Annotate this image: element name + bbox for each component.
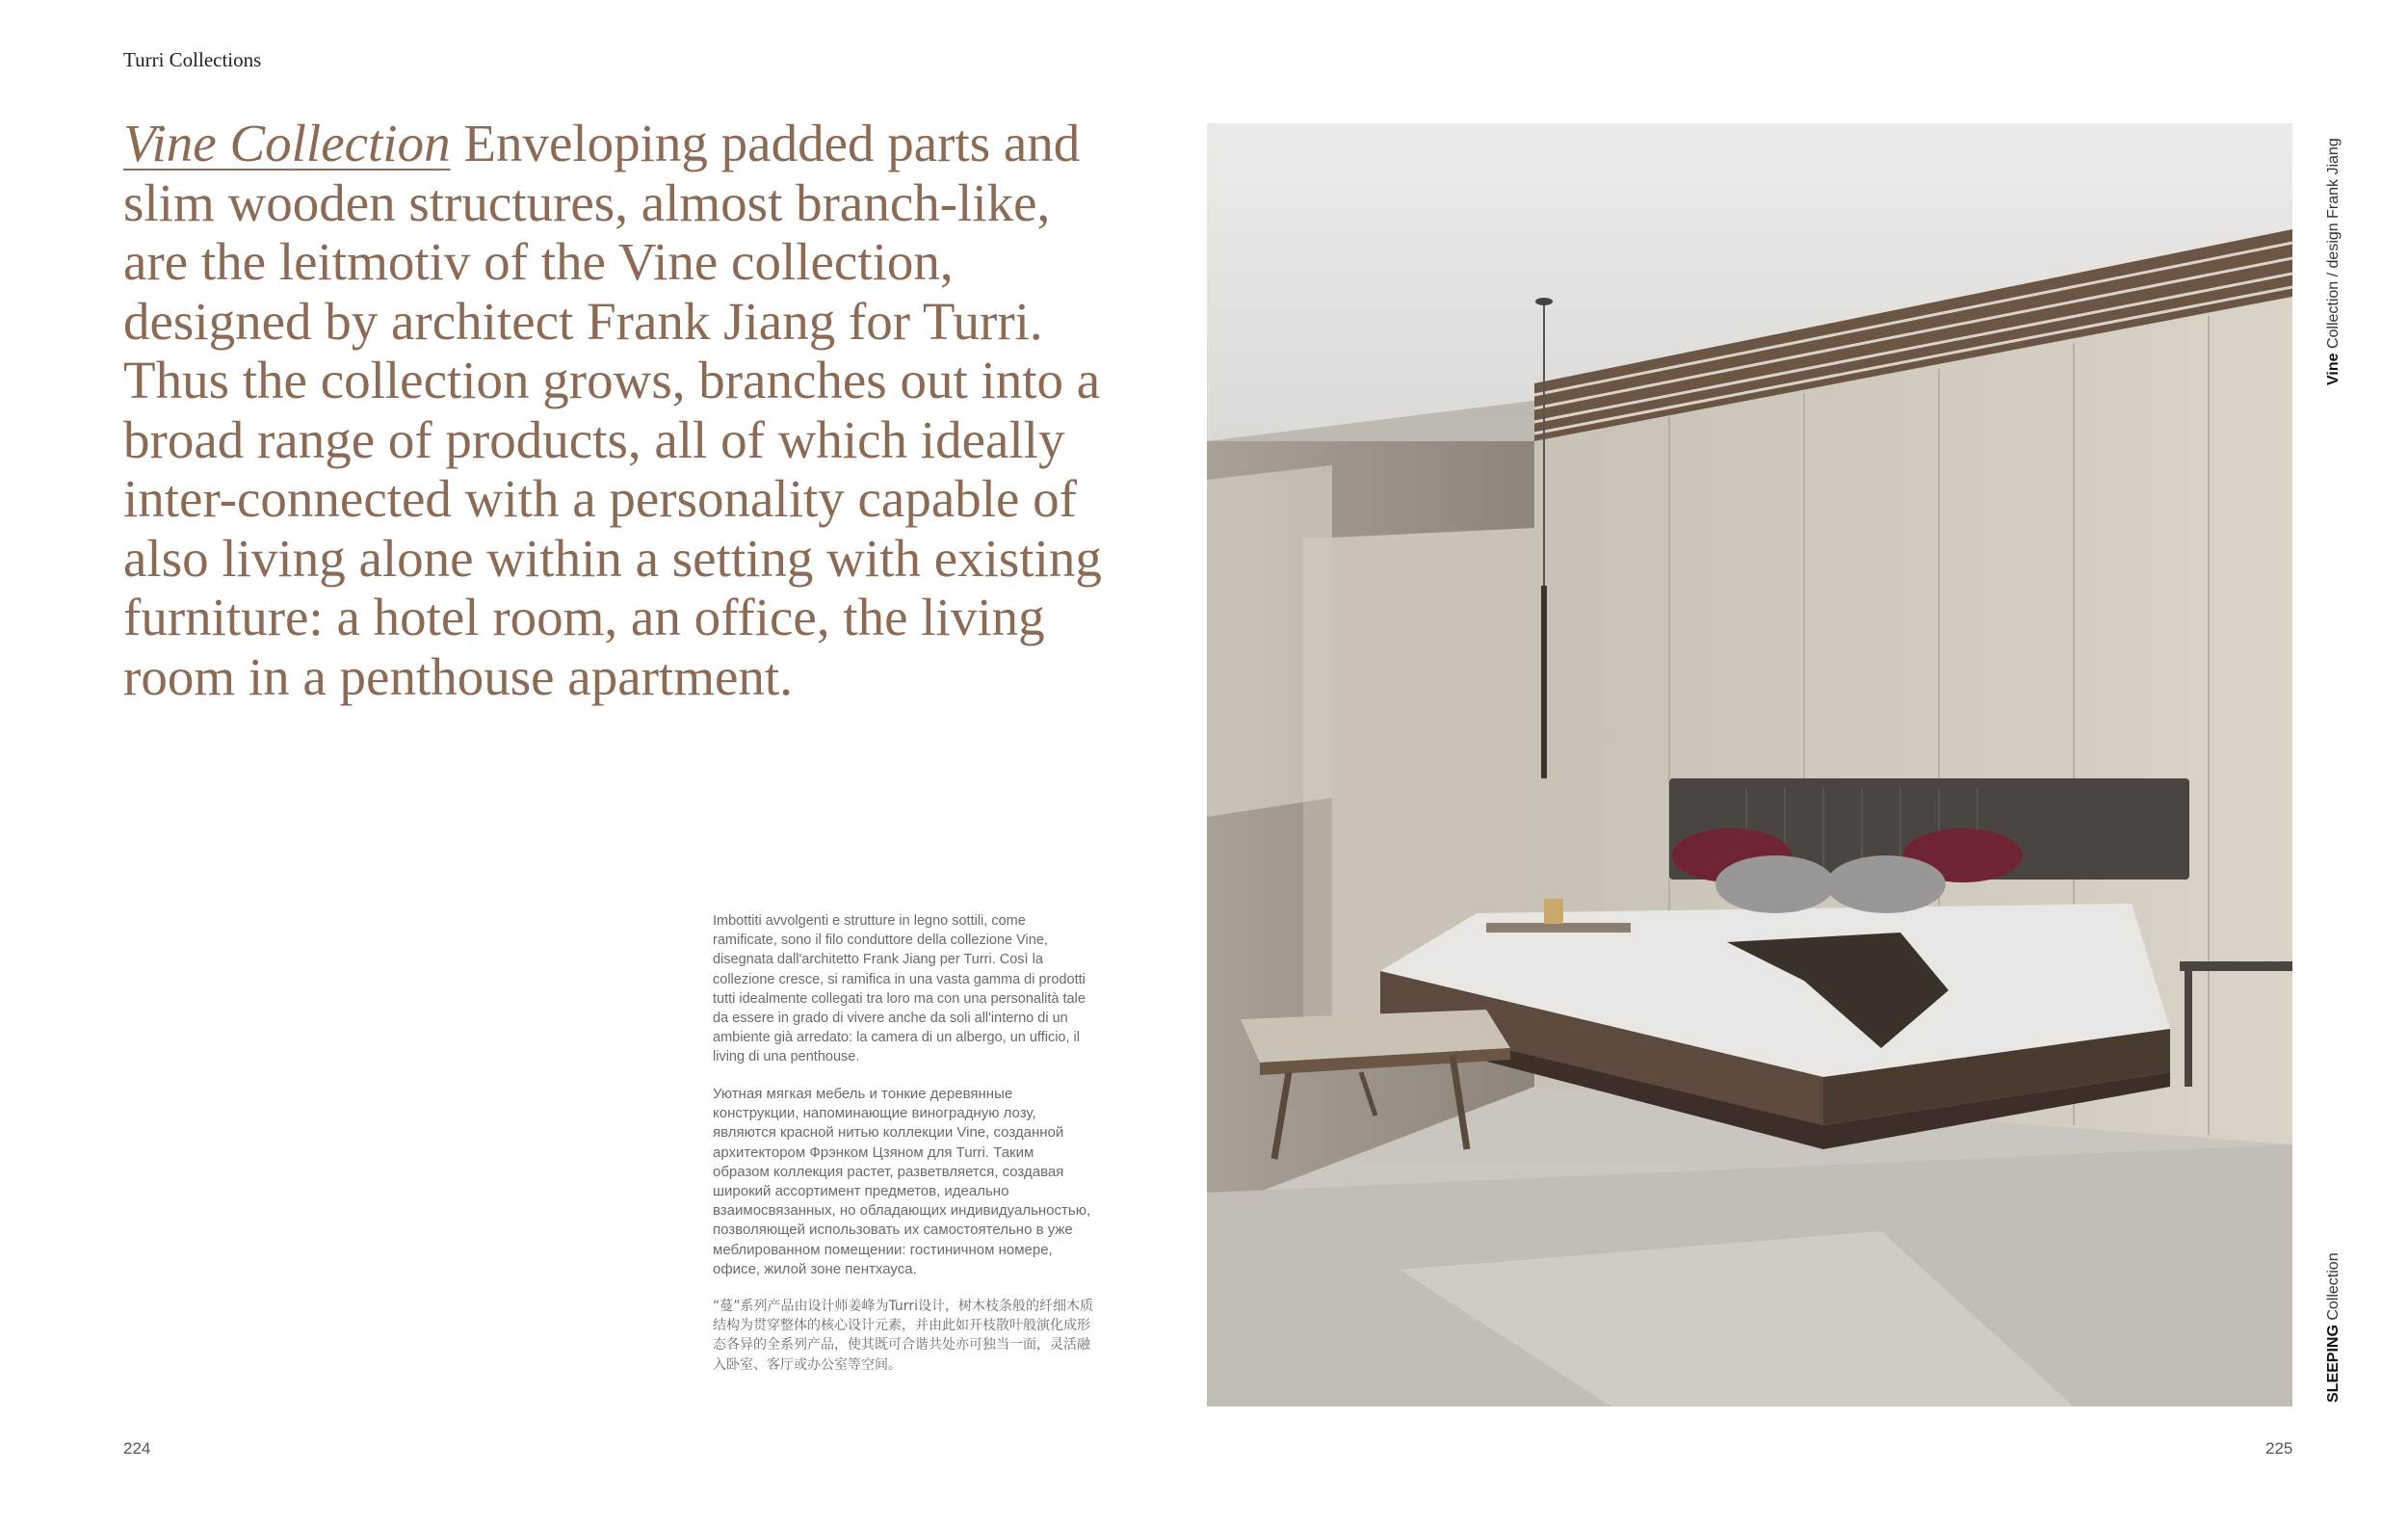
- section-label: SLEEPING Collection: [2325, 1252, 2342, 1403]
- pillow-grey: [1715, 855, 1835, 913]
- chinese-paragraph: “蔓”系列产品由设计师姜峰为Turri设计，树木枝条般的纤细木质结构为贯穿整体的核心设计元素，并由此如开枝散叶般演化成形态各异的全系列产品，使其既可合谐共处亦可独当一面，灵活融入卧室、客厅或办公室等空间。: [713, 1299, 1093, 1373]
- collection-design-label: Vine Collection / design Frank Jiang: [2325, 138, 2342, 385]
- intro-headline: [123, 114, 1115, 706]
- bedroom-photo: [1207, 123, 2292, 1406]
- intro-text: Enveloping padded parts and slim wooden structures, almost branch-like, are the leitmotiv of the Vine collection, designed by architect Frank Jiang for Turri. Thus the collection grows, branches out into a broad range of products, all of which ideally inter-connected with a personality capable of also living alone within a setting with existing furniture: a hotel room, an office, the living room in a penthouse apartment.: [123, 114, 1102, 706]
- nightstand: [2180, 961, 2292, 971]
- italian-paragraph: Imbottiti avvolgenti e strutture in legno sottili, come ramificate, sono il filo conduttore della collezione Vine, disegnata dall'architetto Frank Jiang per Turri. Così la collezione cresce, si ramifica in una vasta gamma di prodotti tutti idealmente collegati tra loro ma con una personalità tale da essere in grado di vivere anche da soli all'interno di un ambiente già arredato: la camera di un albergo, un ufficio, il living di una penthouse.: [713, 913, 1086, 1065]
- collection-title: Vine Collection: [123, 114, 451, 172]
- pillow-grey: [1826, 855, 1946, 913]
- brand-header: Turri Collections: [123, 48, 262, 71]
- side-table: [1486, 923, 1631, 933]
- russian-paragraph: Уютная мягкая мебель и тонкие деревянные конструкции, напоминающие виноградную лозу, являются красной нитью коллекции Vine, созданной архитектором Фрэнком Цзяном для Turri. Таким образом коллекция растет, разветвляется, создавая широкий ассортимент предметов, идеально взаимосвязанных, но обладающих индивидуальностью, позволяющей использовать их самостоятельно в уже меблированном помещении: гостиничном номере, офисе, жилой зоне пентхауса.: [713, 1086, 1091, 1277]
- page-number-right: 225: [2265, 1439, 2293, 1458]
- page-number-left: 224: [123, 1439, 151, 1458]
